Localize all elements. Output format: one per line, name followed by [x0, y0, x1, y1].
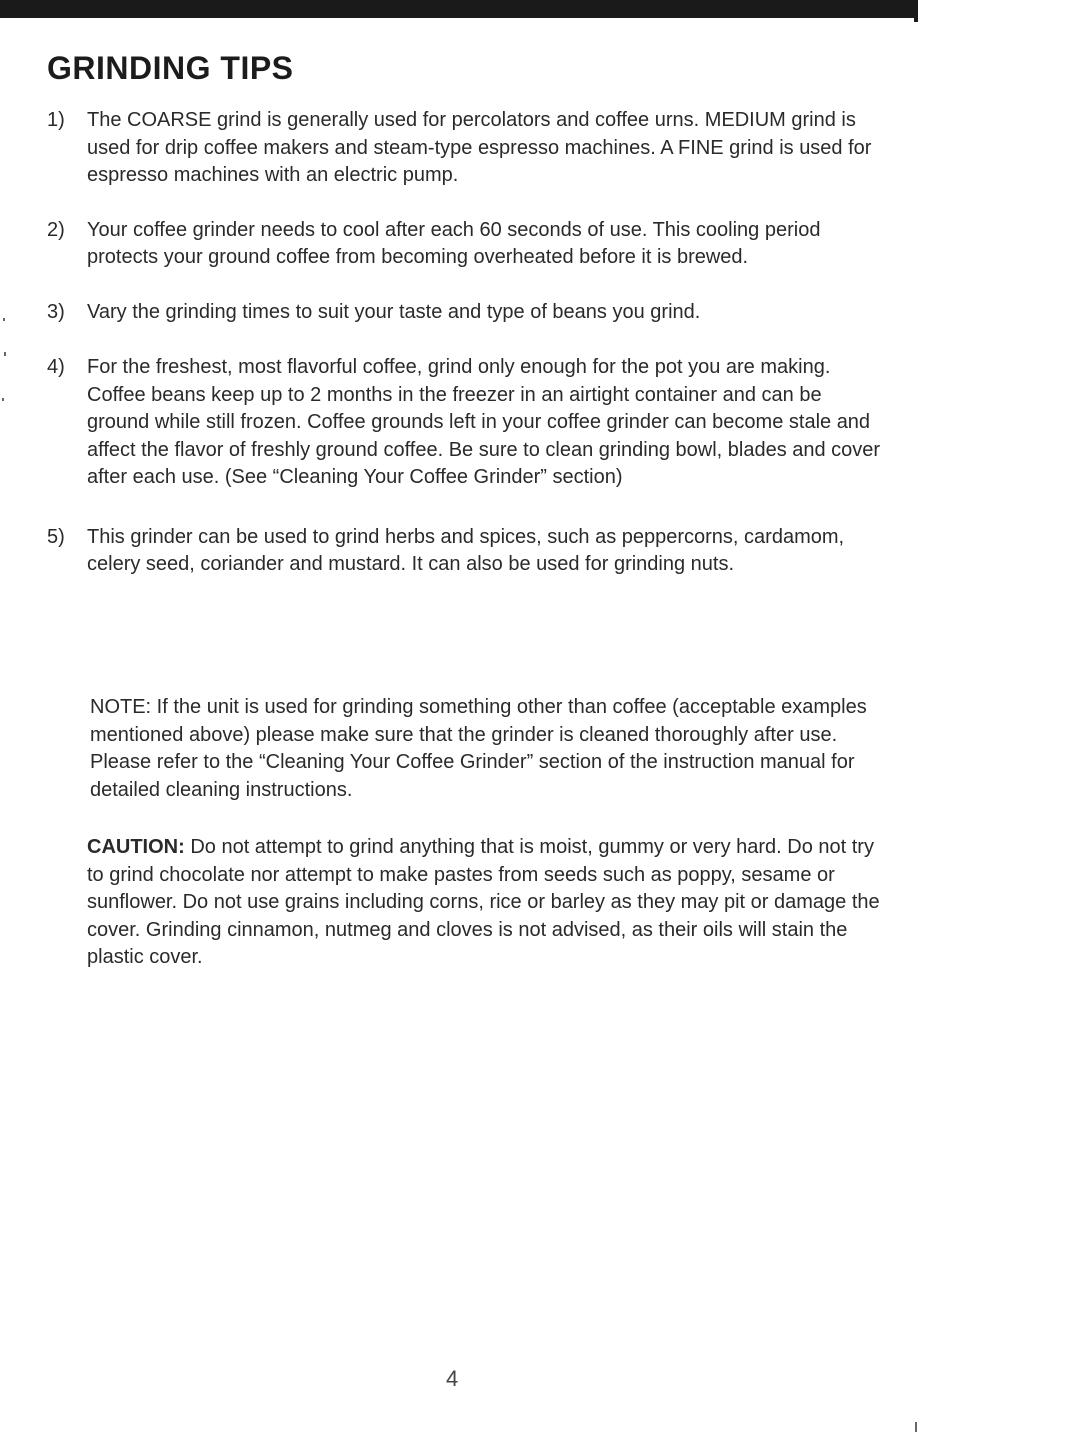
- tip-text: For the freshest, most flavorful coffee, grind only enough for the pot you are making. Coffee beans keep up to 2 months in the freezer in an airtight container and can be ground while still frozen. Coffee grounds left in your coffee grinder can become stale and affect the flavor of freshly ground coffee. Be sure to clean grinding bowl, blades and cover after each use. (See “Cleaning Your Coffee Grinder” section): [87, 356, 881, 488]
- caution-text: Do not attempt to grind anything that is moist, gummy or very hard. Do not try to grind chocolate nor attempt to make pastes from seeds such as poppy, sesame or sunflower. Do not use grains including corns, rice or barley as they may pit or damage the cover. Grinding cinnamon, nutmeg and cloves is not advised, as their oils will stain the plastic cover.: [87, 836, 880, 968]
- scan-mark: [4, 352, 6, 356]
- tip-item: [47, 107, 887, 190]
- tip-text: This grinder can be used to grind herbs and spices, such as peppercorns, cardamom, celery seed, coriander and mustard. It can also be used for grinding nuts.: [87, 525, 845, 575]
- tip-number: 2): [47, 218, 65, 241]
- tip-number: 5): [47, 525, 65, 548]
- tip-text: The COARSE grind is generally used for percolators and coffee urns. MEDIUM grind is used for drip coffee makers and steam-type espresso machines. A FINE grind is used for espresso machines with an electric pump.: [87, 109, 872, 186]
- tip-text: Your coffee grinder needs to cool after each 60 seconds of use. This cooling period protects your ground coffee from becoming overheated before it is brewed.: [87, 218, 821, 268]
- tip-number: 4): [47, 356, 65, 378]
- tip-number: 3): [47, 300, 65, 323]
- scan-mark: [915, 1422, 917, 1432]
- header-rule: [0, 0, 918, 18]
- tip-item: [47, 524, 887, 579]
- scan-mark: [2, 398, 4, 401]
- caution-label: CAUTION:: [87, 836, 185, 858]
- page-title: GRINDING TIPS: [47, 50, 294, 86]
- page-number: 4: [446, 1366, 459, 1391]
- tips-list: [47, 107, 887, 579]
- tip-text: Vary the grinding times to suit your taste and type of beans you grind.: [87, 300, 701, 323]
- caution-paragraph: [87, 834, 882, 972]
- tip-item: [47, 354, 887, 492]
- tip-item: [47, 299, 887, 327]
- tip-item: [47, 217, 887, 272]
- header-rule-edge: [914, 0, 918, 22]
- scan-mark: [3, 318, 5, 321]
- note-paragraph: NOTE: If the unit is used for grinding something other than coffee (acceptable examples mentioned above) please make sure that the grinder is cleaned thoroughly after use. Please refer to the “Cleaning Your Coffee Grinder” section of the instruction manual for detailed cleaning instructions.: [90, 696, 867, 801]
- tip-number: 1): [47, 109, 65, 131]
